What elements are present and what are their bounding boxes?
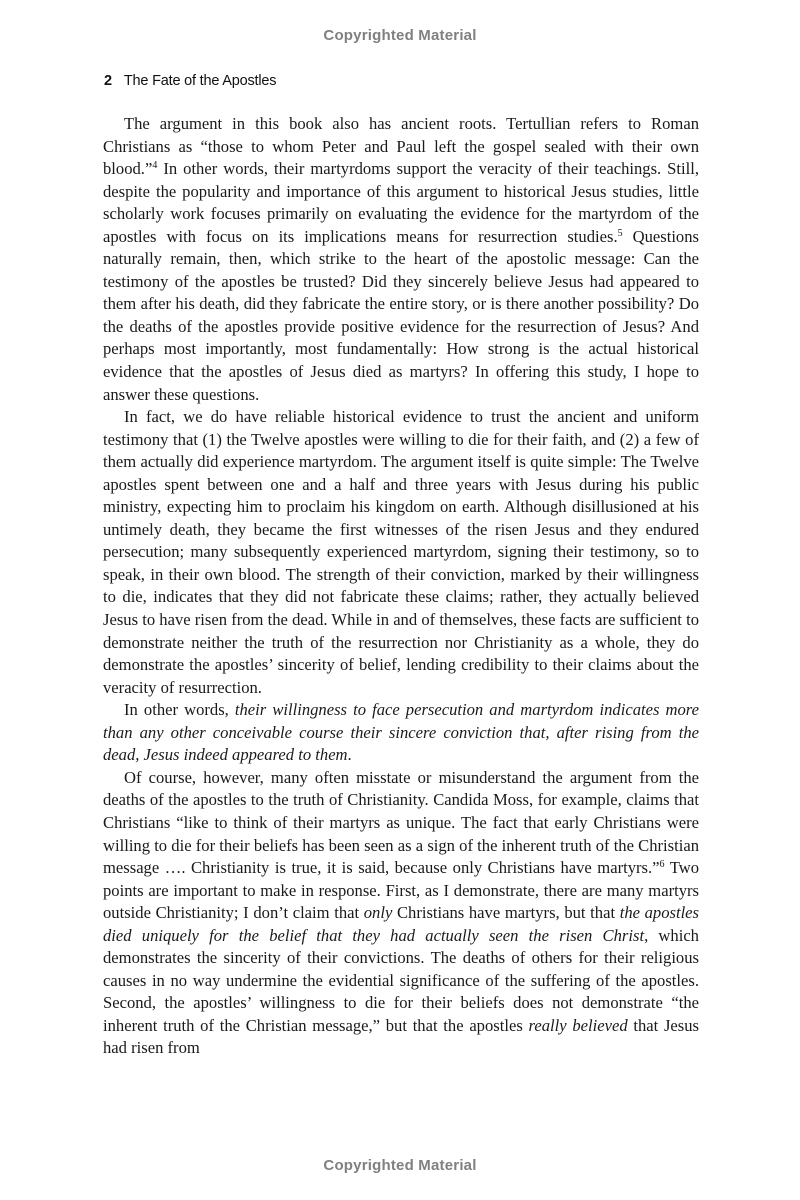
paragraph (103, 699, 699, 767)
italic-emphasis: really believed (528, 1015, 628, 1035)
italic-emphasis: only (363, 903, 393, 923)
text-run: Christians have martyrs, but that (392, 903, 620, 923)
copyright-watermark-top: Copyrighted Material (323, 27, 477, 44)
running-head-title: The Fate of the Apostles (123, 73, 277, 89)
copyright-watermark-bottom: Copyrighted Material (323, 1157, 477, 1174)
paragraph (103, 767, 699, 1060)
paragraph (103, 113, 699, 406)
text-run: In other words, (124, 700, 235, 720)
footnote-marker: 5 (617, 227, 623, 239)
page-number: 2 (104, 73, 112, 89)
text-run: Of course, however, many often misstate or misunderstand the argument from the deaths of the apostles to the truth of Christianity. Candida Moss, for example, claims that Christians “like to think of their martyrs as unique. The fact that early Christians were willing to die for their beliefs has been seen as a sign of the inherent truth of the Christian message …. Christianity is true, it is said, because only Christians have martyrs.” (103, 767, 699, 878)
footnote-marker: 4 (152, 160, 158, 172)
text-run: In fact, we do have reliable historical evidence to trust the ancient and uniform testimony that (1) the Twelve apostles were willing to die for their faith, and (2) a few of them actually did experience martyrdom. The argument itself is quite simple: The Twelve apostles spent between one and a half and three years with Jesus during his public ministry, expecting him to proclaim his kingdom on earth. Although disillusioned at his untimely death, they became the first witnesses of the risen Jesus and they endured persecution; many subsequently experienced martyrdom, signing their testimony, so to speak, in their own blood. The strength of their conviction, marked by their willingness to die, indicates that they did not fabricate these claims; rather, they actually believed Jesus to have risen from the dead. While in and of themselves, these facts are sufficient to demonstrate neither the truth of the resurrection nor Christianity as a whole, they do demonstrate the apostles’ sincerity of belief, lending credibility to their claims about the veracity of resurrection. (103, 407, 699, 697)
footnote-marker: 6 (659, 859, 665, 871)
text-run: , which demonstrates the sincerity of their convictions. The deaths of others for their religious causes in no way undermine the evidential significance of the suffering of the apostles. Second, the apostles’ willingness to die for their beliefs does not demonstrate “the inherent truth of the Christian message,” but that the apostles (103, 925, 699, 1035)
text-run: that Jesus had risen from (103, 1015, 700, 1058)
italic-emphasis: the apostles died uniquely for the belief that they had actually seen the risen Christ (103, 903, 700, 945)
text-run: Questions naturally remain, then, which strike to the heart of the apostolic message: Can the testimony of the apostles be trusted? Did they sincerely believe Jesus had appeared to them after his death, did they fabricate the entire story, or is there another possibility? Do the deaths of the apostles provide positive evidence for the resurrection of Jesus? And perhaps most importantly, most fundamentally: How strong is the actual historical evidence that the apostles of Jesus died as martyrs? In offering this study, I hope to answer these questions. (103, 226, 699, 404)
italic-emphasis: their willingness to face persecution and martyrdom indicates more than any other conceivable course their sincere conviction that, after rising from the dead, Jesus indeed appeared to them (103, 700, 699, 765)
running-head (104, 73, 276, 89)
text-run: . (347, 745, 352, 765)
text-run: The argument in this book also has ancient roots. Tertullian refers to Roman Christians as “those to whom Peter and Paul left the gospel sealed with their own blood.” (103, 114, 699, 179)
body-text (103, 113, 699, 1060)
text-run: Two points are important to make in response. First, as I demonstrate, there are many martyrs outside Christianity; I don’t claim that (103, 858, 699, 923)
text-run: In other words, their martyrdoms support the veracity of their teachings. Still, despite the popularity and importance of this argument to historical Jesus studies, little scholarly work focuses primarily on evaluating the evidence for the martyrdom of the apostles with focus on its implications means for resurrection studies. (103, 159, 699, 246)
paragraph (103, 406, 699, 699)
